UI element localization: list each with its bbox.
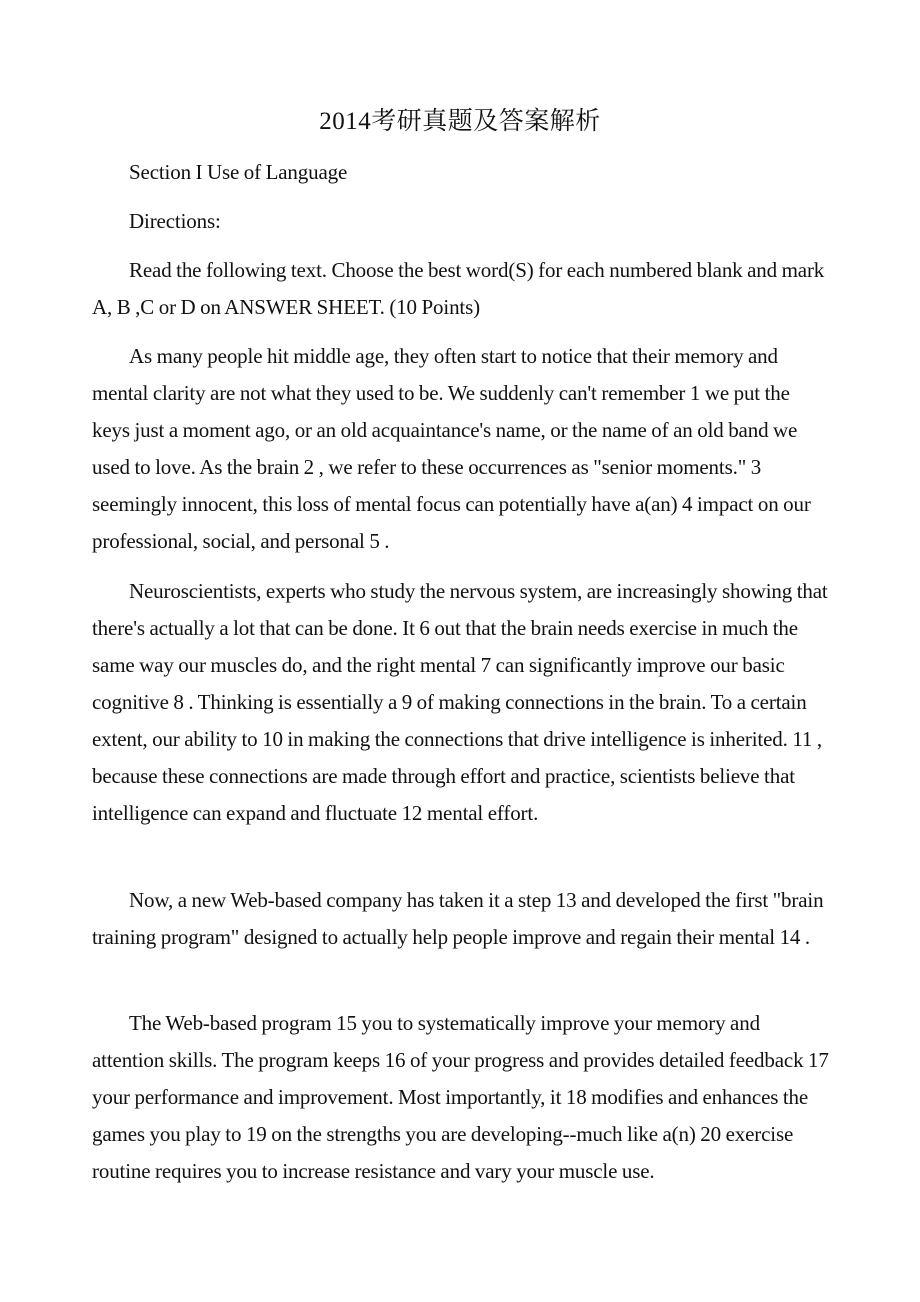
passage-paragraph-2: Neuroscientists, experts who study the nervous system, are increasingly showing that there's actually a lot that can be done. It 6 out that the brain needs exercise in much the same way our muscles do, and the right mental 7 can significantly improve our basic cognitive 8 . Thinking is essentially a 9 of making connections in the brain. To a certain extent, our ability to 10 in making the connections that drive intelligence is inherited. 11 , because these connections are made through effort and practice, scientists believe that intelligence can expand and fluctuate 12 mental effort. xyxy=(92,579,828,825)
passage-paragraph-1: As many people hit middle age, they often start to notice that their memory and mental clarity are not what they used to be. We suddenly can't remember 1 we put the keys just a moment ago, or an old acquaintance's name, or the name of an old band we used to love. As the brain 2 , we refer to these occurrences as "senior moments." 3 seemingly innocent, this loss of mental focus can potentially have a(an) 4 impact on our professional, social, and personal 5 . xyxy=(92,344,811,553)
directions-label: Directions: xyxy=(129,209,221,233)
instructions-paragraph: Read the following text. Choose the best word(S) for each numbered blank and mark A, B ,C or D on ANSWER SHEET. (10 Points) xyxy=(92,258,825,319)
passage-paragraph-3: Now, a new Web-based company has taken it a step 13 and developed the first "brain training program" designed to actually help people improve and regain their mental 14 . xyxy=(92,888,824,949)
document-title: 2014考研真题及答案解析 xyxy=(319,108,601,135)
section-heading: Section I Use of Language xyxy=(129,160,348,184)
passage-paragraph-4: The Web-based program 15 you to systematically improve your memory and attention skills. The program keeps 16 of your progress and provides detailed feedback 17 your performance and improvement. Most importantly, it 18 modifies and enhances the games you play to 19 on the strengths you are developing--much like a(n) 20 exercise routine requires you to increase resistance and vary your muscle use. xyxy=(92,1011,829,1183)
